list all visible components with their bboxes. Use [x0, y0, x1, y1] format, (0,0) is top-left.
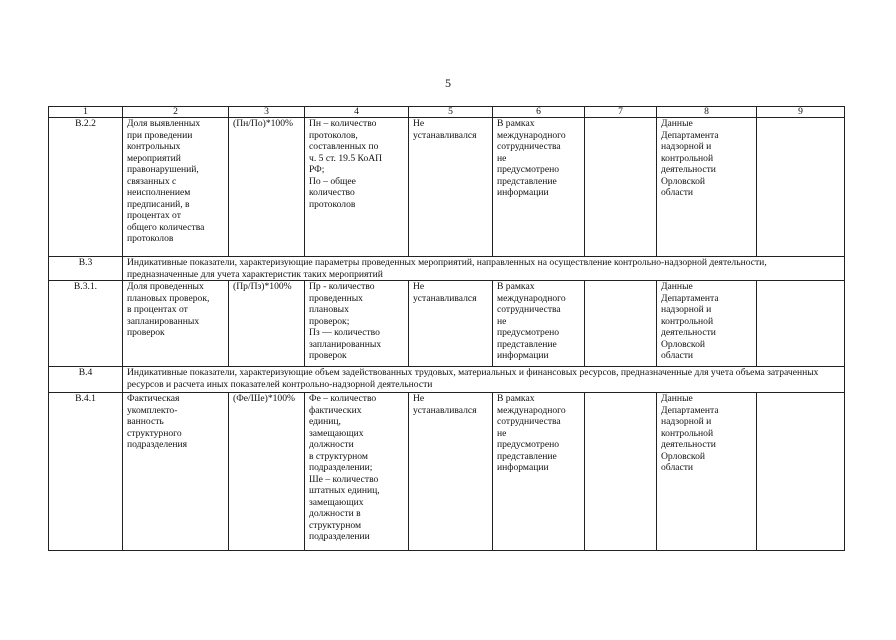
cell-line: международного	[497, 292, 566, 304]
cell-line: Данные	[661, 393, 693, 404]
cell-line: надзорной и	[661, 416, 712, 427]
empty-cell	[585, 281, 657, 367]
column-number: 8	[657, 107, 757, 118]
indicator-code: В.3.1.	[49, 281, 123, 367]
cell-line: неисполнением	[127, 187, 191, 198]
section-row-v3	[49, 257, 845, 281]
column-number: 2	[123, 107, 229, 118]
cell-line: Департамента	[661, 292, 719, 304]
empty-cell	[585, 118, 657, 257]
indicator-name	[123, 281, 229, 367]
cell-line: области	[661, 462, 694, 473]
cell-line: подразделении;	[309, 462, 373, 473]
cell-line: подразделения	[127, 439, 188, 450]
indicator-variables	[305, 118, 409, 257]
cell-line: надзорной и	[661, 141, 712, 152]
cell-line: Департамента	[661, 129, 719, 141]
empty-cell	[585, 393, 657, 551]
cell-line: мероприятий	[127, 152, 181, 164]
cell-line: Не	[413, 281, 425, 292]
cell-line: Не	[413, 118, 425, 129]
cell-line: деятельности	[661, 439, 716, 450]
cell-line: плановых	[309, 304, 349, 315]
cell-line: замещающих	[309, 427, 364, 439]
cell-line: проверок	[127, 327, 165, 338]
page-number: 5	[445, 76, 451, 90]
cell-line: области	[661, 350, 694, 361]
indicator-name	[123, 118, 229, 257]
cell-line: В рамках	[497, 393, 535, 404]
cell-line: надзорной и	[661, 304, 712, 315]
cell-line: запланированных	[309, 338, 382, 350]
cell-line: общего количества	[127, 221, 205, 233]
indicator-name	[123, 393, 229, 551]
cell-line: сотрудничества	[497, 416, 561, 427]
cell-line: должности	[309, 439, 354, 450]
cell-line: не	[497, 427, 507, 439]
indicator-code: В.2.2	[49, 118, 123, 257]
indicator-source	[657, 393, 757, 551]
cell-line: сотрудничества	[497, 304, 561, 315]
cell-line: информации	[497, 350, 549, 361]
cell-line: Данные	[661, 118, 693, 129]
cell-line: протоколов,	[309, 129, 358, 141]
indicator-row-v31	[49, 281, 845, 367]
cell-line: представление	[497, 338, 557, 350]
cell-line: протоколов	[309, 198, 356, 210]
section-code: В.4	[49, 367, 123, 393]
cell-line: сотрудничества	[497, 141, 561, 152]
cell-line: области	[661, 187, 694, 198]
cell-line: Доля выявленных	[127, 118, 201, 129]
indicator-target	[409, 281, 493, 367]
cell-line: предусмотрено	[497, 164, 560, 175]
cell-line: контрольных	[127, 141, 181, 152]
section-title: Индикативные показатели, характеризующие параметры проведенных мероприятий, направленных на осуществление контрольно-надзорной деятельности, предназначенные для учета характеристик таких мероприятий	[123, 257, 845, 281]
indicator-formula: (Пр/Пз)*100%	[229, 281, 305, 367]
indicator-variables	[305, 393, 409, 551]
cell-line: штатных единиц,	[309, 485, 380, 496]
cell-line: укомплекто-	[127, 404, 178, 416]
cell-line: Фактическая	[127, 393, 180, 404]
cell-line: ванность	[127, 416, 164, 427]
cell-line: Орловской	[661, 175, 706, 187]
empty-cell	[757, 393, 845, 551]
cell-line: контрольной	[661, 315, 714, 327]
indicator-code: В.4.1	[49, 393, 123, 551]
cell-line: представление	[497, 175, 557, 187]
indicator-target	[409, 393, 493, 551]
column-number: 7	[585, 107, 657, 118]
cell-line: контрольной	[661, 152, 714, 164]
cell-line: предписаний, в	[127, 198, 190, 210]
cell-line: Пр - количество	[309, 281, 375, 292]
section-row-v4	[49, 367, 845, 393]
cell-line: устанавливался	[413, 404, 477, 416]
indicator-source	[657, 281, 757, 367]
cell-line: По – общее	[309, 175, 356, 187]
column-number: 6	[493, 107, 585, 118]
cell-line: протоколов	[127, 233, 174, 244]
indicator-formula: (Пн/По)*100%	[229, 118, 305, 257]
column-number: 4	[305, 107, 409, 118]
indicator-row-v41	[49, 393, 845, 551]
cell-line: деятельности	[661, 327, 716, 338]
indicator-reporting	[493, 281, 585, 367]
empty-cell	[757, 281, 845, 367]
cell-line: Орловской	[661, 338, 706, 350]
cell-line: проведенных	[309, 292, 363, 304]
indicators-table	[48, 106, 845, 551]
indicator-reporting	[493, 118, 585, 257]
column-number: 3	[229, 107, 305, 118]
cell-line: составленных по	[309, 141, 379, 152]
cell-line: Департамента	[661, 404, 719, 416]
cell-line: связанных с	[127, 175, 177, 187]
cell-line: контрольной	[661, 427, 714, 439]
section-code: В.3	[49, 257, 123, 281]
cell-line: фактических	[309, 404, 362, 416]
cell-line: международного	[497, 404, 566, 416]
cell-line: информации	[497, 462, 549, 473]
cell-line: Орловской	[661, 450, 706, 462]
cell-line: замещающих	[309, 496, 364, 508]
cell-line: Фе – количество	[309, 393, 377, 404]
cell-line: в структурном	[309, 450, 368, 462]
cell-line: устанавливался	[413, 129, 477, 141]
cell-line: В рамках	[497, 281, 535, 292]
cell-line: предусмотрено	[497, 439, 560, 450]
cell-line: структурном	[309, 519, 362, 531]
cell-line: проверок	[309, 350, 347, 361]
cell-line: Пн – количество	[309, 118, 377, 129]
cell-line: подразделении	[309, 531, 370, 542]
empty-cell	[757, 118, 845, 257]
section-title: Индикативные показатели, характеризующие объем задействованных трудовых, материальных и финансовых ресурсов, предназначенные для учета объема затраченных ресурсов и расчета иных показателей контрольно-надзорной деятельности	[123, 367, 845, 393]
column-number-row	[49, 107, 845, 118]
cell-line: представление	[497, 450, 557, 462]
cell-line: единиц,	[309, 416, 341, 427]
column-number: 1	[49, 107, 123, 118]
indicator-source	[657, 118, 757, 257]
column-number: 5	[409, 107, 493, 118]
cell-line: структурного	[127, 427, 182, 439]
cell-line: Ше – количество	[309, 473, 379, 485]
cell-line: процентах от	[127, 210, 181, 221]
indicator-reporting	[493, 393, 585, 551]
cell-line: проверок;	[309, 315, 350, 327]
cell-line: не	[497, 152, 507, 164]
indicator-row-v222	[49, 118, 845, 257]
cell-line: информации	[497, 187, 549, 198]
indicator-target	[409, 118, 493, 257]
cell-line: ч. 5 ст. 19.5 КоАП	[309, 152, 383, 164]
cell-line: Пз — количество	[309, 327, 380, 338]
cell-line: Не	[413, 393, 425, 404]
cell-line: плановых проверок,	[127, 292, 210, 304]
cell-line: предусмотрено	[497, 327, 560, 338]
cell-line: Доля проведенных	[127, 281, 204, 292]
cell-line: в процентах от	[127, 304, 188, 315]
cell-line: запланированных	[127, 315, 200, 327]
indicator-formula: (Фе/Ше)*100%	[229, 393, 305, 551]
cell-line: правонарушений,	[127, 164, 199, 175]
cell-line: В рамках	[497, 118, 535, 129]
cell-line: Данные	[661, 281, 693, 292]
cell-line: не	[497, 315, 507, 327]
cell-line: устанавливался	[413, 292, 477, 304]
indicator-variables	[305, 281, 409, 367]
cell-line: международного	[497, 129, 566, 141]
cell-line: РФ;	[309, 164, 325, 175]
column-number: 9	[757, 107, 845, 118]
cell-line: количество	[309, 187, 355, 198]
cell-line: должности в	[309, 508, 361, 519]
cell-line: деятельности	[661, 164, 716, 175]
cell-line: при проведении	[127, 129, 193, 141]
